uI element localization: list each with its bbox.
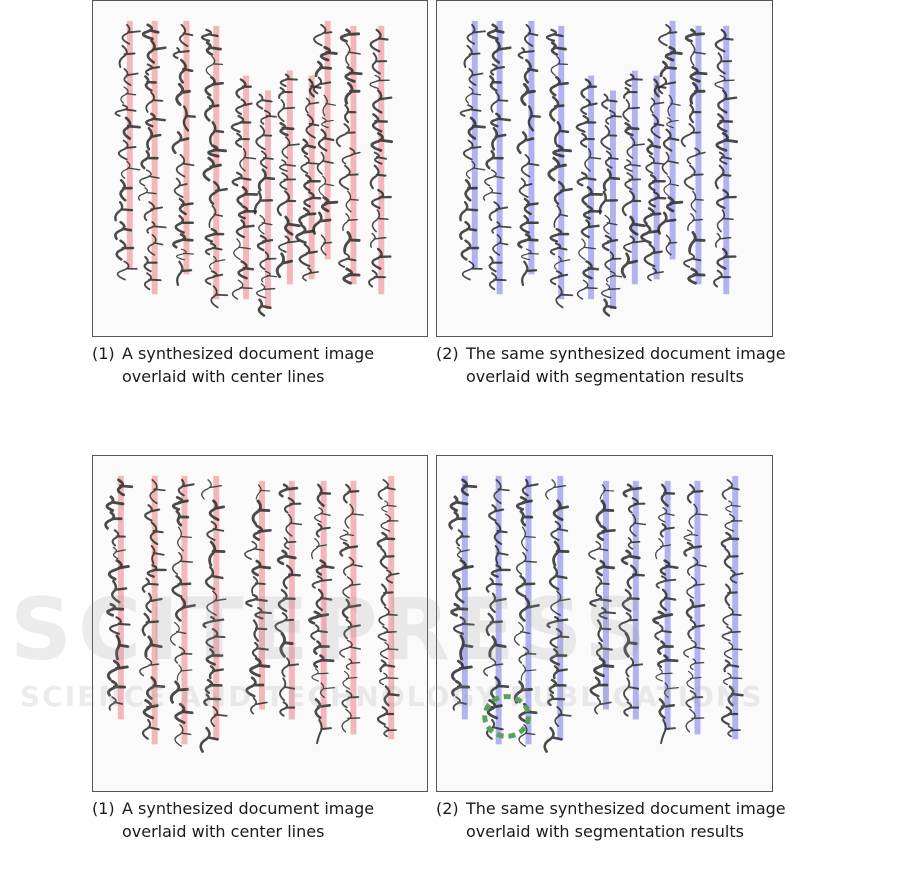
caption-number: (1) (92, 799, 115, 818)
caption-number: (2) (436, 344, 459, 363)
caption-line-1: A synthesized document image (122, 799, 375, 818)
handwritten-column (245, 485, 271, 714)
handwritten-column (642, 80, 666, 281)
handwritten-column (619, 485, 645, 716)
handwritten-column (297, 80, 321, 281)
text-line-overlay (732, 476, 738, 739)
caption-number: (1) (92, 344, 115, 363)
caption-number: (2) (436, 799, 459, 818)
text-line-overlay (462, 476, 468, 720)
caption-line-1: A synthesized document image (122, 344, 375, 363)
caption-line-2: overlaid with segmentation results (466, 822, 744, 841)
text-line-overlay (665, 481, 671, 730)
caption-top-right (436, 342, 786, 388)
text-line-overlay (496, 476, 502, 744)
text-line-overlay (388, 476, 394, 739)
handwritten-column (275, 485, 301, 716)
document-image-segmentation (437, 1, 772, 336)
caption-line-1: The same synthesized document image (466, 799, 786, 818)
handwritten-column (682, 30, 706, 283)
handwritten-column (337, 30, 361, 283)
panel-top-left-center-lines (92, 0, 428, 337)
caption-bottom-left (92, 797, 374, 843)
caption-line-2: overlaid with segmentation results (466, 367, 744, 386)
panel-top-right-segmentation (436, 0, 773, 337)
caption-line-2: overlaid with center lines (122, 822, 325, 841)
text-line-overlay (118, 476, 124, 720)
text-line-overlay (321, 481, 327, 730)
caption-top-left (92, 342, 374, 388)
caption-line-2: overlaid with center lines (122, 367, 325, 386)
document-image-segmentation (437, 456, 772, 791)
panel-bottom-left-center-lines (92, 455, 428, 792)
document-image-center-lines (93, 1, 427, 336)
document-image-center-lines (93, 456, 427, 791)
handwritten-column (589, 485, 615, 714)
panel-bottom-right-segmentation (436, 455, 773, 792)
caption-line-1: The same synthesized document image (466, 344, 786, 363)
text-line-overlay (152, 476, 158, 744)
caption-bottom-right (436, 797, 786, 843)
